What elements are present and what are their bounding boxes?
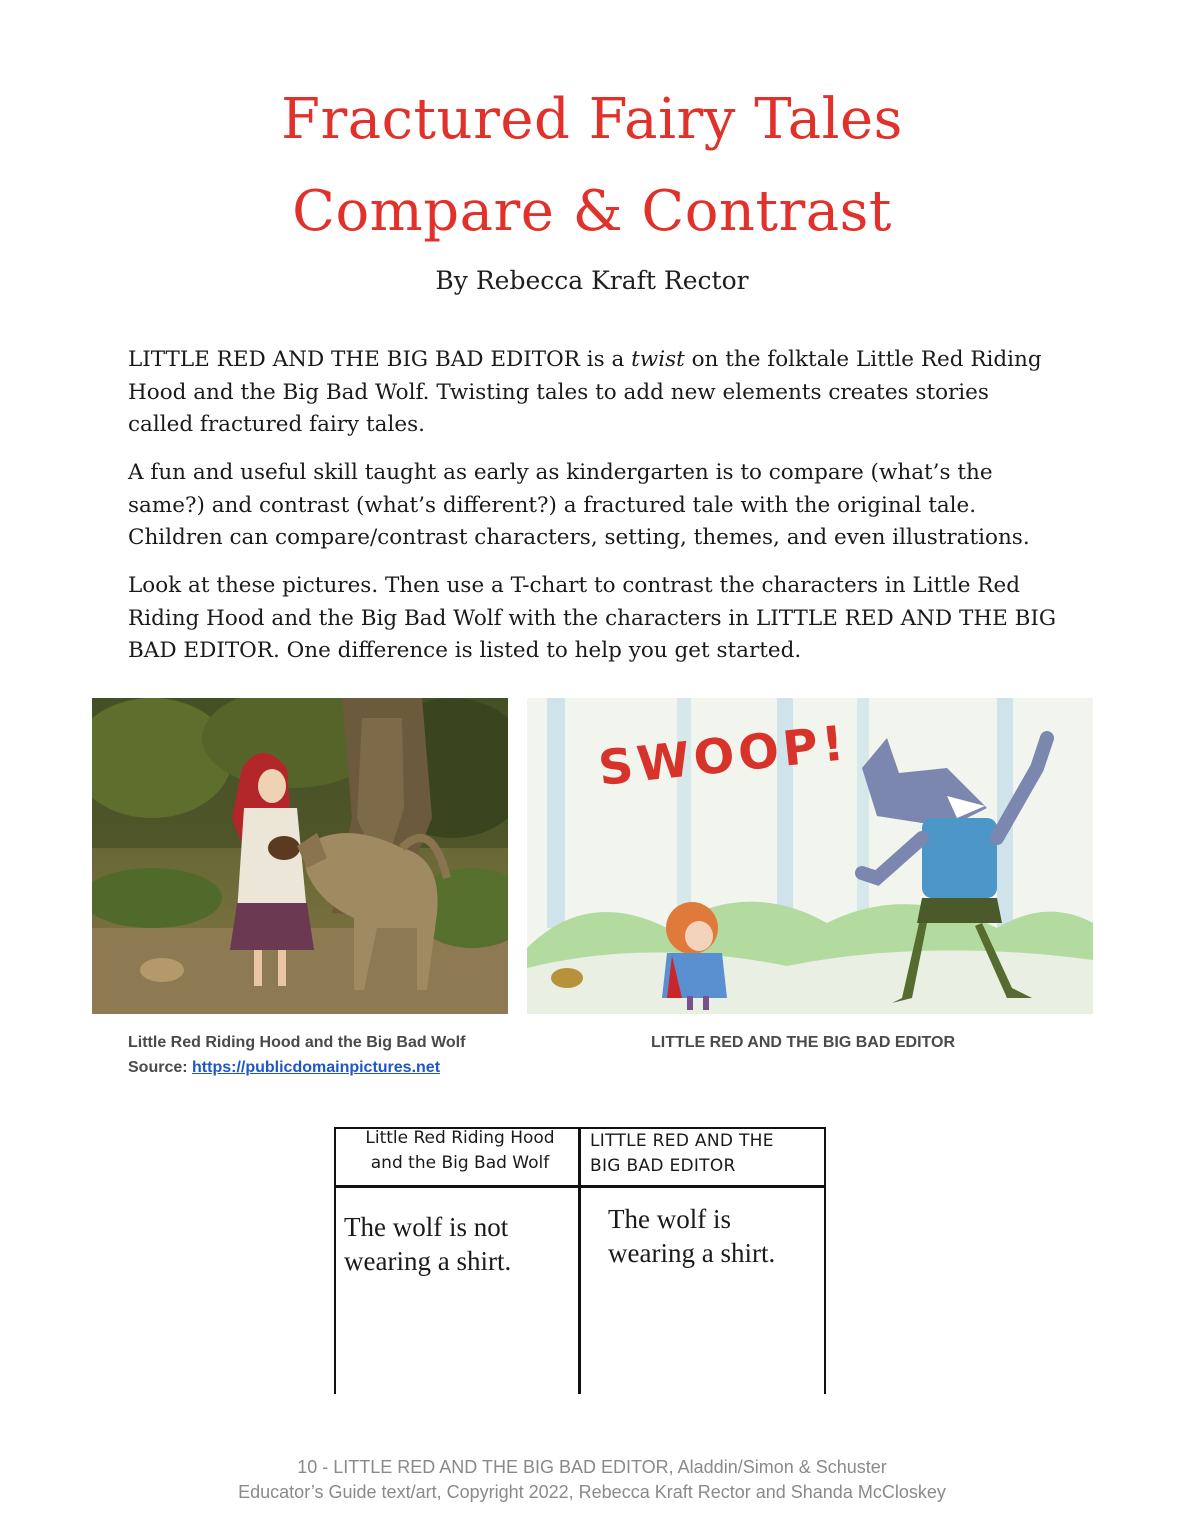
t-chart-right-header <box>590 1129 820 1179</box>
skill-paragraph: A fun and useful skill taught as early as kindergarten is to compare (what’s the same?) and contrast (what’s different?) a fractured tale with the original tale. Children can compare/contrast characters, setting, themes, and even illustrations. <box>128 460 1030 550</box>
t-chart-right-entry <box>608 1202 818 1270</box>
source-link[interactable]: https://publicdomainpictures.net <box>192 1059 441 1076</box>
intro-paragraph <box>128 344 1058 442</box>
left-header-line2: and the Big Bad Wolf <box>370 1153 550 1173</box>
page-title-line1: Fractured Fairy Tales <box>281 87 903 152</box>
t-chart-right-border <box>824 1127 826 1394</box>
footer-line1: 10 - LITTLE RED AND THE BIG BAD EDITOR, Aladdin/Simon & Schuster <box>297 1457 887 1477</box>
right-image-caption: LITTLE RED AND THE BIG BAD EDITOR <box>651 1034 955 1051</box>
intro-text-a: LITTLE RED AND THE BIG BAD EDITOR is a <box>128 347 632 372</box>
t-chart-header-divider <box>334 1185 826 1188</box>
page-title-line2: Compare & Contrast <box>292 179 892 244</box>
t-chart-left-entry <box>344 1210 564 1278</box>
modern-illustration <box>527 698 1093 1014</box>
author-byline: By Rebecca Kraft Rector <box>435 266 749 295</box>
classic-illustration <box>92 698 508 1014</box>
right-entry-line2: wearing a shirt. <box>608 1238 776 1268</box>
left-image-caption: Little Red Riding Hood and the Big Bad Wolf <box>128 1034 466 1051</box>
classic-illustration-art <box>92 698 508 1014</box>
instructions-paragraph: Look at these pictures. Then use a T-chart to contrast the characters in Little Red Riding Hood and the Big Bad Wolf with the characters in LITTLE RED AND THE BIG BAD EDITOR. One difference is listed to help you get started. <box>128 573 1057 663</box>
intro-text-b: on the folktale Little Red Riding Hood and the Big Bad Wolf. Twisting tales to add new elements creates stories called fractured fairy tales. <box>128 347 1042 437</box>
left-image-source <box>128 1059 440 1077</box>
t-chart-left-header <box>346 1126 574 1176</box>
t-chart-left-border <box>334 1127 336 1394</box>
t-chart <box>334 1126 826 1394</box>
intro-emphasis: twist <box>631 347 685 372</box>
left-header-line1: Little Red Riding Hood <box>365 1128 555 1148</box>
modern-illustration-art <box>527 698 1093 1014</box>
right-entry-line1: The wolf is <box>608 1204 731 1234</box>
source-label: Source: <box>128 1059 193 1076</box>
footer-line2: Educator’s Guide text/art, Copyright 2022, Rebecca Kraft Rector and Shanda McCloskey <box>238 1482 946 1502</box>
right-header-line2: BIG BAD EDITOR <box>590 1156 736 1176</box>
swoop-sound-effect: SWOOP! <box>595 715 851 797</box>
left-entry-line1: The wolf is not <box>344 1212 509 1242</box>
t-chart-center-divider <box>578 1127 581 1394</box>
left-entry-line2: wearing a shirt. <box>344 1246 512 1276</box>
right-header-line1: LITTLE RED AND THE <box>590 1131 774 1151</box>
